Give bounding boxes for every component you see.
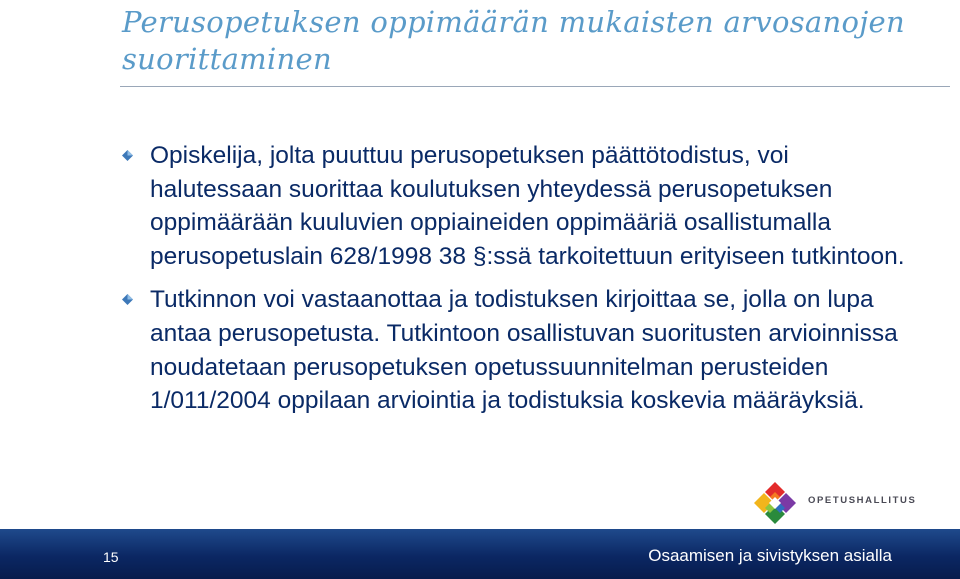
slide-number: 15 <box>103 549 119 565</box>
diamond-bullet-icon <box>122 294 133 305</box>
title-divider <box>120 86 950 87</box>
logo-text: OPETUSHALLITUS <box>808 495 917 506</box>
diamond-bullet-icon <box>122 150 133 161</box>
footer-slogan: Osaamisen ja sivistyksen asialla <box>648 546 892 565</box>
opetushallitus-logo <box>752 480 917 526</box>
bullet-item <box>120 283 920 417</box>
bullet-item <box>120 139 920 273</box>
opetushallitus-logo-icon <box>752 480 798 526</box>
bullet-list <box>120 139 920 418</box>
bullet-text: Opiskelija, jolta puuttuu perusopetuksen päättötodistus, voi halutessaan suorittaa koulutuksen yhteydessä perusopetuksen oppimäärään kuuluvien oppiaineiden oppimääriä osallistumalla perusopetuslain 628/1998 38 §:ssä tarkoitettuun erityiseen tutkintoon. <box>150 142 905 270</box>
slide-title: Perusopetuksen oppimäärän mukaisten arvosanojen suorittaminen <box>122 5 905 76</box>
bullet-text: Tutkinnon voi vastaanottaa ja todistuksen kirjoittaa se, jolla on lupa antaa perusopetusta. Tutkintoon osallistuvan suoritusten arvioinnissa noudatetaan perusopetuksen opetussuunnitelman perusteiden 1/011/2004 oppilaan arviointia ja todistuksia koskevia määräyksiä. <box>150 286 898 415</box>
